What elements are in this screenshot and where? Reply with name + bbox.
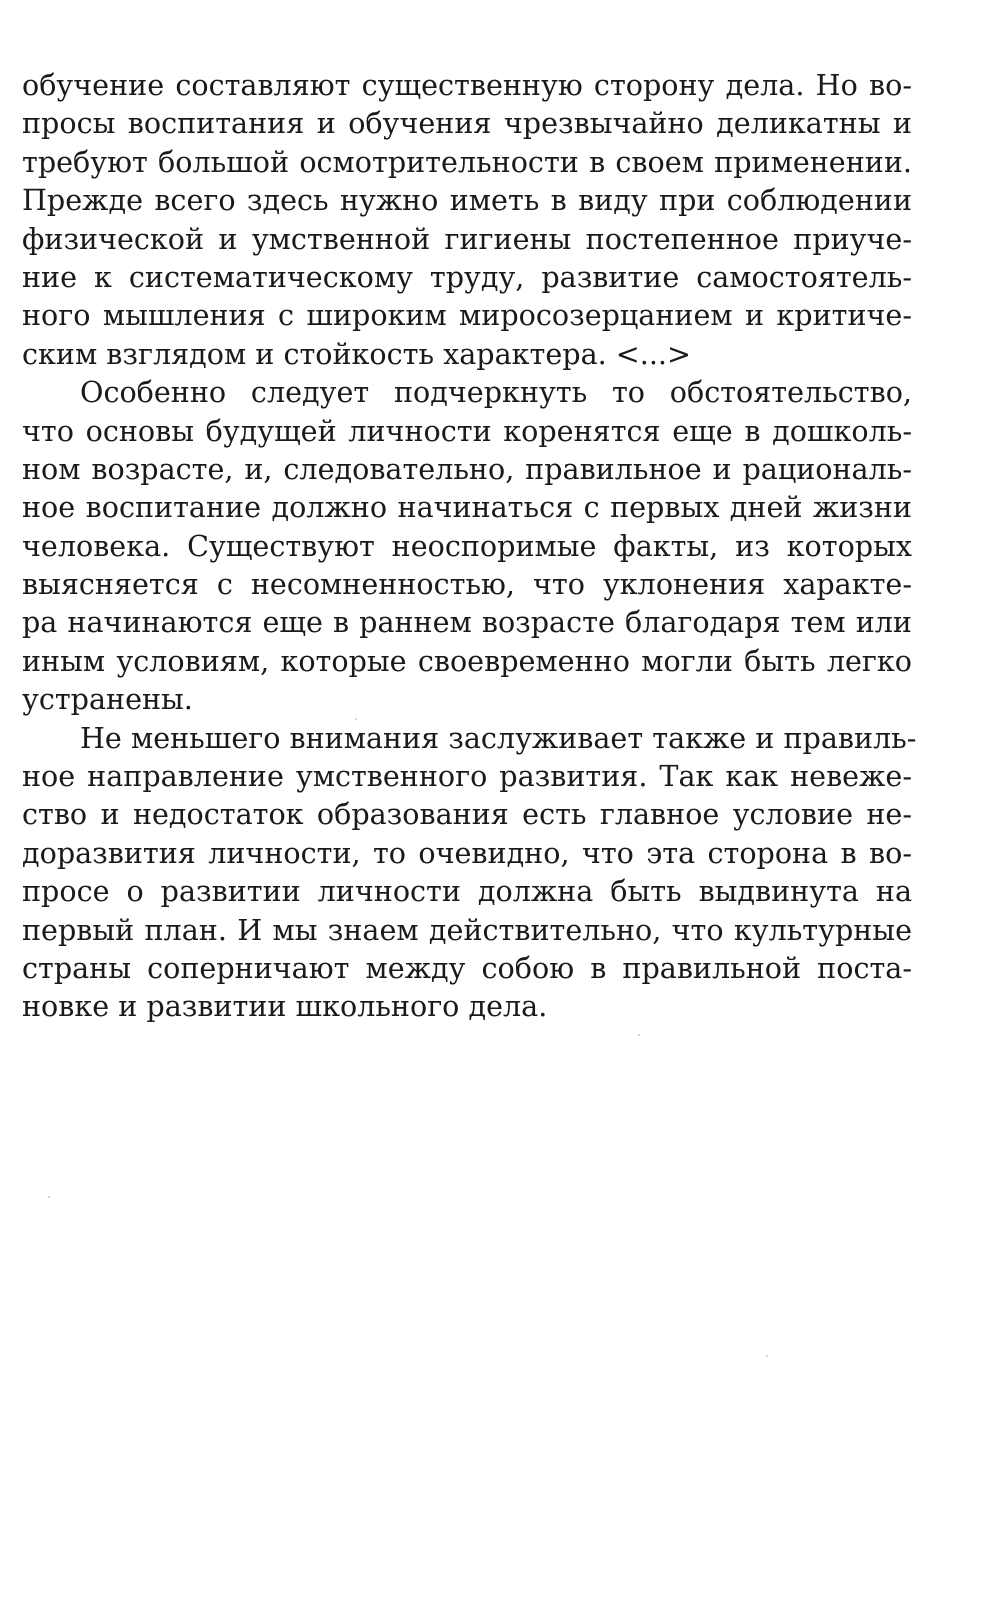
text-line: новке и развитии школьного дела. (22, 989, 548, 1024)
text-line: обучение составляют существенную сторону дела. Но во- (22, 68, 912, 102)
text-line: выясняется с несомненностью, что уклонения характе- (22, 567, 912, 602)
text-line: физической и умственной гигиены постепенное приуче- (22, 221, 912, 256)
text-line: ство и недостаток образования есть главное условие не- (22, 797, 912, 832)
text-line: страны соперничают между собою в правильной поста- (22, 950, 912, 985)
text-line: ное воспитание должно начинаться с первых дней жизни (22, 490, 912, 525)
text-line: что основы будущей личности коренятся еще в дошколь- (22, 413, 912, 448)
text-line: ние к систематическому труду, развитие самостоятель- (22, 259, 912, 294)
text-line: просы воспитания и обучения чрезвычайно деликатны и (22, 106, 912, 141)
scan-speck (766, 1355, 768, 1357)
body-text (22, 66, 917, 1026)
text-line: Прежде всего здесь нужно иметь в виду при соблюдении (22, 183, 912, 218)
text-line: ном возрасте, и, следовательно, правильное и рациональ- (22, 451, 912, 486)
text-line: человека. Существуют неоспоримые факты, из которых (22, 528, 912, 563)
paragraph-2 (22, 373, 912, 719)
text-line: ного мышления с широким миросозерцанием и критиче- (22, 298, 912, 333)
text-line: ное направление умственного развития. Так как невеже- (22, 759, 912, 794)
text-line: ским взглядом и стойкость характера. <...> (22, 336, 691, 371)
text-line: первый план. И мы знаем действительно, что культурные (22, 912, 912, 947)
scan-speck (48, 1196, 50, 1198)
text-line: просе о развитии личности должна быть выдвинута на (22, 874, 912, 909)
text-line: иным условиям, которые своевременно могли быть легко (22, 643, 912, 678)
text-line: Особенно следует подчеркнуть то обстоятельство, (80, 375, 912, 410)
text-line: Не меньшего внимания заслуживает также и правиль- (80, 720, 917, 755)
paragraph-3 (22, 719, 917, 1026)
text-line: требуют большой осмотрительности в своем применении. (22, 144, 912, 179)
paragraph-1 (22, 66, 912, 373)
text-line: доразвития личности, то очевидно, что эта сторона в во- (22, 835, 912, 870)
scan-speck (355, 718, 357, 720)
text-line: ра начинаются еще в раннем возрасте благодаря тем или (22, 605, 912, 640)
text-line: устранены. (22, 682, 193, 717)
scan-speck (638, 1034, 640, 1036)
